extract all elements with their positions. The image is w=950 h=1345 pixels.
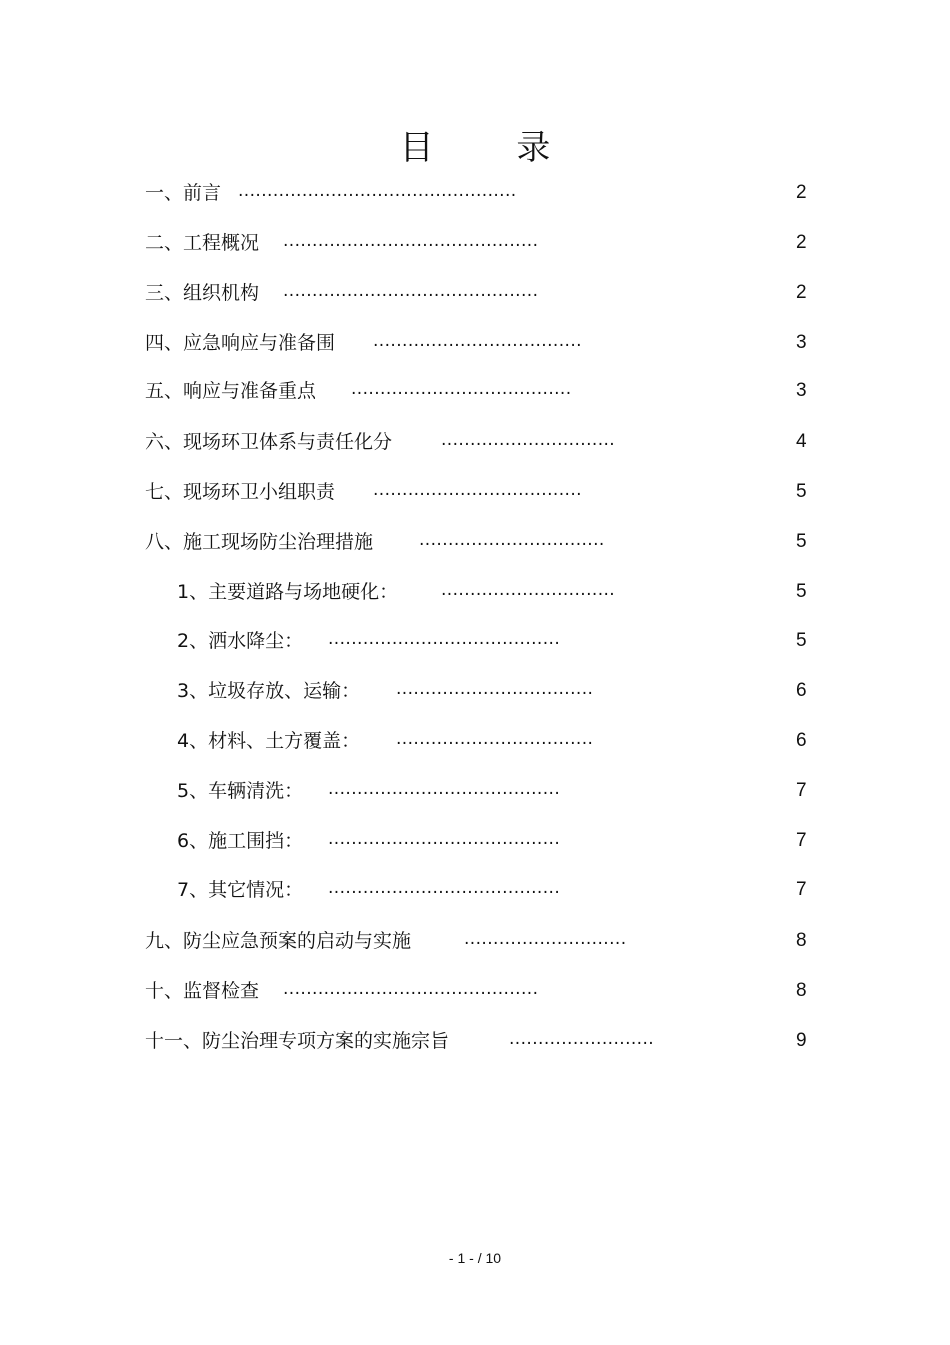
toc-page-number: 5 [796, 531, 807, 552]
toc-subentry-4[interactable] [0, 721, 950, 761]
toc-leader-dots: ........................................ [328, 829, 561, 849]
toc-page-number: 5 [796, 481, 807, 502]
toc-page-number: 7 [796, 879, 807, 900]
toc-entry-label: 十、监督检查 [145, 980, 260, 1002]
toc-leader-dots: ............................................ [283, 281, 539, 301]
page-footer: - 1 - / 10 [448, 1250, 502, 1266]
toc-entry-label: 5、车辆清洗： [177, 780, 304, 802]
toc-page-number: 6 [796, 730, 807, 751]
toc-entry-5[interactable] [0, 371, 950, 411]
toc-entry-label: 六、现场环卫体系与责任化分 [145, 431, 393, 453]
toc-entry-label: 七、现场环卫小组职责 [145, 481, 336, 503]
toc-subentry-1[interactable] [0, 572, 950, 612]
toc-page-number: 2 [796, 182, 807, 203]
toc-leader-dots: .................................. [396, 729, 594, 749]
toc-subentry-6[interactable] [0, 821, 950, 861]
toc-entry-9[interactable] [0, 921, 950, 961]
toc-page-number: 3 [796, 332, 807, 353]
toc-leader-dots: .................................... [373, 480, 582, 500]
toc-leader-dots: ........................................ [328, 779, 561, 799]
toc-subentry-3[interactable] [0, 671, 950, 711]
toc-entry-label: 2、洒水降尘： [177, 630, 304, 652]
toc-subentry-7[interactable] [0, 870, 950, 910]
toc-page-number: 7 [796, 830, 807, 851]
toc-page-number: 9 [796, 1030, 807, 1051]
toc-leader-dots: ......................... [509, 1029, 655, 1049]
toc-leader-dots: .............................. [441, 430, 616, 450]
toc-entry-1[interactable] [0, 173, 950, 213]
toc-leader-dots: ................................ [419, 530, 605, 550]
toc-page-number: 2 [796, 232, 807, 253]
toc-page-number: 8 [796, 980, 807, 1001]
toc-entry-8[interactable] [0, 522, 950, 562]
toc-entry-10[interactable] [0, 971, 950, 1011]
toc-subentry-5[interactable] [0, 771, 950, 811]
page-title: 目 录 [399, 128, 587, 168]
toc-entry-6[interactable] [0, 422, 950, 462]
toc-entry-label: 4、材料、土方覆盖： [177, 730, 361, 752]
toc-leader-dots: ............................................ [283, 979, 539, 999]
toc-entry-label: 十一、防尘治理专项方案的实施宗旨 [145, 1030, 450, 1052]
toc-leader-dots: .................................... [373, 331, 582, 351]
toc-entry-label: 一、前言 [145, 182, 222, 204]
toc-page-number: 8 [796, 930, 807, 951]
toc-page-number: 5 [796, 581, 807, 602]
toc-entry-3[interactable] [0, 273, 950, 313]
toc-entry-4[interactable] [0, 323, 950, 363]
toc-entry-label: 3、垃圾存放、运输： [177, 680, 361, 702]
toc-entry-label: 五、响应与准备重点 [145, 380, 317, 402]
toc-entry-label: 八、施工现场防尘治理措施 [145, 531, 374, 553]
toc-leader-dots: .................................. [396, 679, 594, 699]
toc-page-number: 2 [796, 282, 807, 303]
toc-page-number: 6 [796, 680, 807, 701]
toc-page-number: 3 [796, 380, 807, 401]
toc-page-number: 7 [796, 780, 807, 801]
toc-page-number: 5 [796, 630, 807, 651]
toc-leader-dots: ........................................ [328, 629, 561, 649]
toc-leader-dots: ................................................ [238, 181, 517, 201]
toc-entry-label: 二、工程概况 [145, 232, 260, 254]
toc-entry-label: 四、应急响应与准备围 [145, 332, 336, 354]
toc-entry-label: 九、防尘应急预案的启动与实施 [145, 930, 412, 952]
toc-entry-11[interactable] [0, 1021, 950, 1061]
toc-leader-dots: ...................................... [351, 379, 572, 399]
toc-entry-label: 6、施工围挡： [177, 830, 304, 852]
toc-leader-dots: .............................. [441, 580, 616, 600]
toc-leader-dots: ............................................ [283, 231, 539, 251]
toc-leader-dots: ............................ [464, 929, 627, 949]
toc-leader-dots: ........................................ [328, 878, 561, 898]
toc-page-number: 4 [796, 431, 807, 452]
toc-entry-2[interactable] [0, 223, 950, 263]
toc-subentry-2[interactable] [0, 621, 950, 661]
toc-entry-label: 三、组织机构 [145, 282, 260, 304]
toc-entry-label: 7、其它情况： [177, 879, 304, 901]
toc-entry-label: 1、主要道路与场地硬化： [177, 581, 399, 603]
toc-entry-7[interactable] [0, 472, 950, 512]
